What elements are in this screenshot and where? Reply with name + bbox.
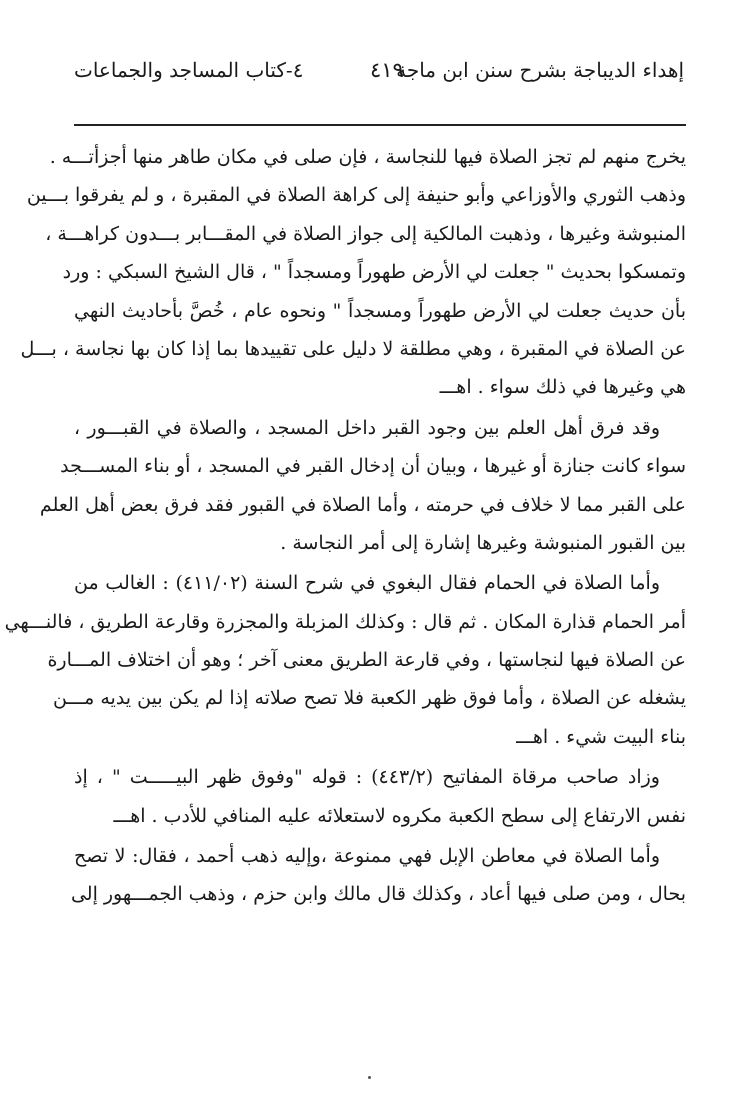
book-title: إهداء الديباجة بشرح سنن ابن ماجة <box>396 58 684 82</box>
text-line: المنبوشة وغيرها ، وذهبت المالكية إلى جواز الصلاة في المقـــابر بـــدون كراهـــة ، <box>45 222 686 245</box>
paragraph <box>4 564 686 756</box>
paragraph <box>74 758 686 835</box>
text-line: وتمسكوا بحديث " جعلت لي الأرض طهوراً ومسجداً " ، قال الشيخ السبكي : ورد <box>62 261 686 284</box>
text-line: هي وغيرها في ذلك سواء . اهـــ <box>439 376 686 399</box>
text-line: نفس الارتفاع إلى سطح الكعبة مكروه لاستعلائه عليه المنافي للأدب . اهـــ <box>113 804 686 827</box>
text-line: عن الصلاة فيها لنجاستها ، وفي قارعة الطريق معنى آخر ؛ وهو أن اختلاف المـــارة <box>47 649 686 672</box>
text-line: بحال ، ومن صلى فيها أعاد ، وكذلك قال مالك وابن حزم ، وذهب الجمـــهور إلى <box>70 883 686 906</box>
chapter-title: ٤-كتاب المساجد والجماعات <box>74 58 304 82</box>
text-line: أمر الحمام قذارة المكان . ثم قال : وكذلك المزبلة والمجزرة وقارعة الطريق ، فالنـــهي <box>4 610 686 633</box>
text-line: وأما الصلاة في معاطن الإبل فهي ممنوعة ،وإليه ذهب أحمد ، فقال: لا تصح <box>74 845 660 868</box>
header-divider <box>74 124 686 126</box>
text-line: يخرج منهم لم تجز الصلاة فيها للنجاسة ، فإن صلى في مكان طاهر منها أجزأتـــه . <box>49 146 686 168</box>
text-line: عن الصلاة في المقبرة ، وهي مطلقة لا دليل على تقييدها بما إذا كان بها نجاسة ، بـــل <box>20 337 686 360</box>
page-mark <box>368 1076 371 1079</box>
text-line: وزاد صاحب مرقاة المفاتيح (٤٤٣/٢) : قوله "وفوق ظهر البيـــــت " ، إذ <box>74 766 660 789</box>
text-line: وذهب الثوري والأوزاعي وأبو حنيفة إلى كراهة الصلاة في المقبرة ، و لم يفرقوا بـــين <box>26 184 686 207</box>
text-line: وقد فرق أهل العلم بين وجود القبر داخل المسجد ، والصلاة في القبـــور ، <box>74 416 660 439</box>
body-text <box>4 138 686 916</box>
paragraph <box>39 409 686 563</box>
text-line: بناء البيت شيء . اهـــ <box>516 725 686 748</box>
text-line: سواء كانت جنازة أو غيرها ، وبيان أن إدخال القبر في المسجد ، أو بناء المســـجد <box>60 455 686 478</box>
paragraph <box>70 837 686 914</box>
text-line: بأن حديث جعلت لي الأرض طهوراً ومسجداً " ونحوه عام ، خُصَّ بأحاديث النهي <box>74 299 686 322</box>
paragraph <box>20 138 686 407</box>
page-header <box>74 58 684 94</box>
text-line: على القبر مما لا خلاف في حرمته ، وأما الصلاة في القبور فقد فرق بعض أهل العلم <box>39 493 686 516</box>
text-line: بين القبور المنبوشة وغيرها إشارة إلى أمر النجاسة . <box>280 531 686 554</box>
text-line: يشغله عن الصلاة ، وأما فوق ظهر الكعبة فلا تصح صلاته إذا لم يكن بين يديه مـــن <box>52 687 686 710</box>
text-line: وأما الصلاة في الحمام فقال البغوي في شرح السنة (٤١١/٠٢) : الغالب من <box>74 572 661 595</box>
page-number: ٤١٩ <box>370 58 404 82</box>
